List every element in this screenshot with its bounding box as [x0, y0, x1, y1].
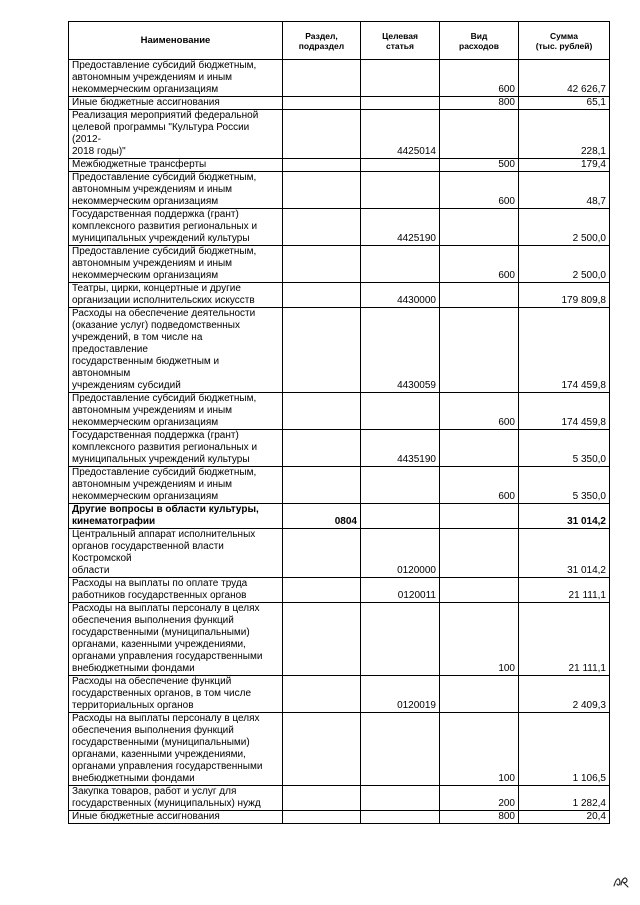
cell-kind: [440, 504, 519, 529]
cell-kind: [440, 308, 519, 393]
cell-sum: 31 014,2: [519, 504, 610, 529]
cell-section: [283, 159, 361, 172]
table-row: [69, 467, 610, 504]
cell-sum: 1 282,4: [519, 786, 610, 811]
cell-target: [361, 713, 440, 786]
cell-target: [361, 246, 440, 283]
table-row: [69, 60, 610, 97]
cell-name: Реализация мероприятий федеральной целевой программы "Культура России (2012- 2018 годы)": [69, 110, 283, 159]
cell-target: 0120000: [361, 529, 440, 578]
cell-kind: [440, 578, 519, 603]
cell-kind: 600: [440, 393, 519, 430]
cell-target: [361, 603, 440, 676]
cell-kind: 100: [440, 713, 519, 786]
table-row: [69, 504, 610, 529]
cell-kind: 800: [440, 811, 519, 824]
table-row: [69, 430, 610, 467]
cell-name: Расходы на обеспечение деятельности (оказание услуг) подведомственных учреждений, в том числе на предоставление государственным бюджетным и автономным учреждениям субсидий: [69, 308, 283, 393]
cell-sum: 179,4: [519, 159, 610, 172]
cell-target: 4425190: [361, 209, 440, 246]
cell-kind: [440, 110, 519, 159]
cell-name: Государственная поддержка (грант) комплексного развития региональных и муниципальных учреждений культуры: [69, 430, 283, 467]
table-row: [69, 811, 610, 824]
cell-kind: [440, 676, 519, 713]
cell-target: [361, 159, 440, 172]
cell-name: Расходы на выплаты персоналу в целях обеспечения выполнения функций государственными (муниципальными) органами, казенными учреждениями, органами управления государственными внебюджетными фондами: [69, 603, 283, 676]
cell-target: 0120019: [361, 676, 440, 713]
table-row: [69, 676, 610, 713]
table-row: [69, 713, 610, 786]
cell-sum: 1 106,5: [519, 713, 610, 786]
cell-name: Расходы на выплаты по оплате труда работников государственных органов: [69, 578, 283, 603]
table-header-row: [69, 22, 610, 60]
cell-name: Расходы на выплаты персоналу в целях обеспечения выполнения функций государственными (муниципальными) органами, казенными учреждениями, органами управления государственными внебюджетными фондами: [69, 713, 283, 786]
cell-target: 0120011: [361, 578, 440, 603]
cell-sum: 21 111,1: [519, 603, 610, 676]
cell-sum: 2 500,0: [519, 246, 610, 283]
header-target: Целевая статья: [361, 22, 440, 60]
cell-section: [283, 172, 361, 209]
cell-section: [283, 811, 361, 824]
cell-kind: [440, 283, 519, 308]
cell-name: Другие вопросы в области культуры, кинематографии: [69, 504, 283, 529]
cell-sum: 20,4: [519, 811, 610, 824]
cell-section: [283, 308, 361, 393]
cell-section: [283, 713, 361, 786]
cell-name: Предоставление субсидий бюджетным, автономным учреждениям и иным некоммерческим организациям: [69, 172, 283, 209]
cell-name: Предоставление субсидий бюджетным, автономным учреждениям и иным некоммерческим организациям: [69, 467, 283, 504]
cell-name: Иные бюджетные ассигнования: [69, 811, 283, 824]
cell-target: [361, 97, 440, 110]
cell-section: 0804: [283, 504, 361, 529]
cell-section: [283, 603, 361, 676]
cell-target: [361, 786, 440, 811]
cell-sum: 179 809,8: [519, 283, 610, 308]
cell-name: Центральный аппарат исполнительных органов государственной власти Костромской области: [69, 529, 283, 578]
table-row: [69, 97, 610, 110]
table-row: [69, 529, 610, 578]
table-row: [69, 603, 610, 676]
cell-kind: 600: [440, 246, 519, 283]
cell-section: [283, 209, 361, 246]
table-row: [69, 578, 610, 603]
header-section: Раздел, подраздел: [283, 22, 361, 60]
cell-name: Предоставление субсидий бюджетным, автономным учреждениям и иным некоммерческим организациям: [69, 246, 283, 283]
table-row: [69, 159, 610, 172]
cell-sum: 21 111,1: [519, 578, 610, 603]
cell-target: [361, 172, 440, 209]
cell-sum: 174 459,8: [519, 308, 610, 393]
cell-section: [283, 110, 361, 159]
cell-section: [283, 283, 361, 308]
cell-section: [283, 430, 361, 467]
cell-kind: 200: [440, 786, 519, 811]
cell-kind: 600: [440, 60, 519, 97]
cell-sum: 228,1: [519, 110, 610, 159]
cell-kind: 600: [440, 172, 519, 209]
cell-sum: 174 459,8: [519, 393, 610, 430]
cell-sum: 2 409,3: [519, 676, 610, 713]
cell-section: [283, 246, 361, 283]
cell-target: [361, 393, 440, 430]
table-row: [69, 283, 610, 308]
cell-name: Государственная поддержка (грант) комплексного развития региональных и муниципальных учреждений культуры: [69, 209, 283, 246]
cell-name: Межбюджетные трансферты: [69, 159, 283, 172]
budget-table: [68, 21, 610, 824]
cell-section: [283, 578, 361, 603]
header-kind: Вид расходов: [440, 22, 519, 60]
header-name: Наименование: [69, 22, 283, 60]
cell-sum: 42 626,7: [519, 60, 610, 97]
cell-section: [283, 676, 361, 713]
cell-sum: 5 350,0: [519, 467, 610, 504]
cell-sum: 5 350,0: [519, 430, 610, 467]
cell-name: Театры, цирки, концертные и другие организации исполнительских искусств: [69, 283, 283, 308]
table-row: [69, 246, 610, 283]
table-row: [69, 172, 610, 209]
cell-target: [361, 467, 440, 504]
cell-target: 4425014: [361, 110, 440, 159]
cell-section: [283, 467, 361, 504]
table-row: [69, 308, 610, 393]
cell-name: Иные бюджетные ассигнования: [69, 97, 283, 110]
cell-kind: 100: [440, 603, 519, 676]
cell-sum: 65,1: [519, 97, 610, 110]
cell-section: [283, 97, 361, 110]
cell-kind: 600: [440, 467, 519, 504]
cell-sum: 31 014,2: [519, 529, 610, 578]
cell-name: Расходы на обеспечение функций государственных органов, в том числе территориальных органов: [69, 676, 283, 713]
cell-kind: [440, 529, 519, 578]
table-row: [69, 393, 610, 430]
cell-kind: 800: [440, 97, 519, 110]
cell-target: 4430000: [361, 283, 440, 308]
cell-target: 4430059: [361, 308, 440, 393]
handwritten-initials-mark: [612, 873, 630, 889]
cell-target: [361, 504, 440, 529]
cell-sum: 48,7: [519, 172, 610, 209]
cell-target: 4435190: [361, 430, 440, 467]
cell-section: [283, 529, 361, 578]
cell-target: [361, 60, 440, 97]
cell-name: Закупка товаров, работ и услуг для государственных (муниципальных) нужд: [69, 786, 283, 811]
table-row: [69, 786, 610, 811]
cell-kind: [440, 209, 519, 246]
table-row: [69, 110, 610, 159]
cell-section: [283, 60, 361, 97]
header-sum: Сумма (тыс. рублей): [519, 22, 610, 60]
cell-name: Предоставление субсидий бюджетным, автономным учреждениям и иным некоммерческим организациям: [69, 60, 283, 97]
cell-kind: 500: [440, 159, 519, 172]
table-body: [69, 60, 610, 824]
cell-kind: [440, 430, 519, 467]
cell-target: [361, 811, 440, 824]
cell-sum: 2 500,0: [519, 209, 610, 246]
cell-name: Предоставление субсидий бюджетным, автономным учреждениям и иным некоммерческим организациям: [69, 393, 283, 430]
table-row: [69, 209, 610, 246]
cell-section: [283, 786, 361, 811]
cell-section: [283, 393, 361, 430]
